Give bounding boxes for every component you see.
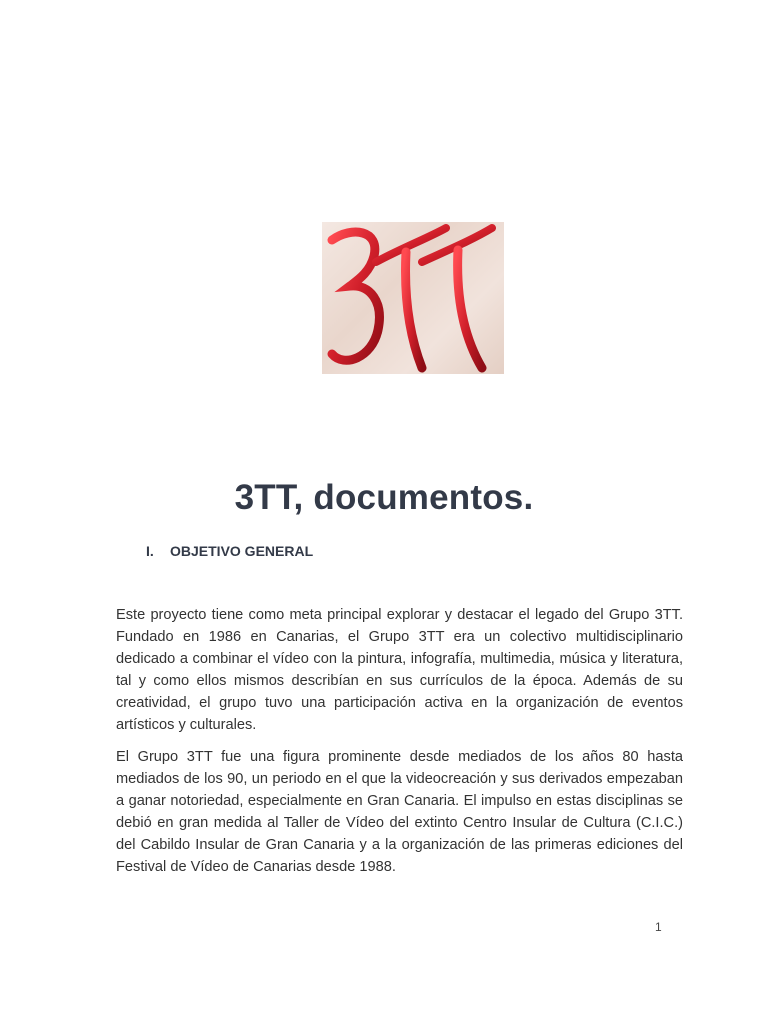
- section-number: I.: [146, 543, 154, 559]
- paragraph-2: El Grupo 3TT fue una figura prominente desde mediados de los años 80 hasta mediados de los 90, un periodo en el que la videocreación y sus derivados empezaban a ganar notoriedad, especialmente en Gran Canaria. El impulso en estas disciplinas se debió en gran medida al Taller de Vídeo del extinto Centro Insular de Cultura (C.I.C.) del Cabildo Insular de Gran Canaria y a la organización de las primeras ediciones del Festival de Vídeo de Canarias desde 1988.: [116, 749, 683, 875]
- paragraph-1: Este proyecto tiene como meta principal explorar y destacar el legado del Grupo 3TT. Fundado en 1986 en Canarias, el Grupo 3TT era un colectivo multidisciplinario dedicado a combinar el vídeo con la pintura, infografía, multimedia, música y literatura, tal y como ellos mismos describían en sus currículos de la época. Además de su creatividad, el grupo tuvo una participación activa en la organización de eventos artísticos y culturales.: [116, 607, 683, 733]
- 3tt-logo: [322, 222, 504, 374]
- section-heading: [146, 543, 313, 559]
- 3tt-logo-graphic: [322, 222, 504, 374]
- section-title: OBJETIVO GENERAL: [170, 543, 314, 559]
- page-number: 1: [655, 920, 662, 934]
- document-title: 3TT, documentos.: [234, 478, 534, 517]
